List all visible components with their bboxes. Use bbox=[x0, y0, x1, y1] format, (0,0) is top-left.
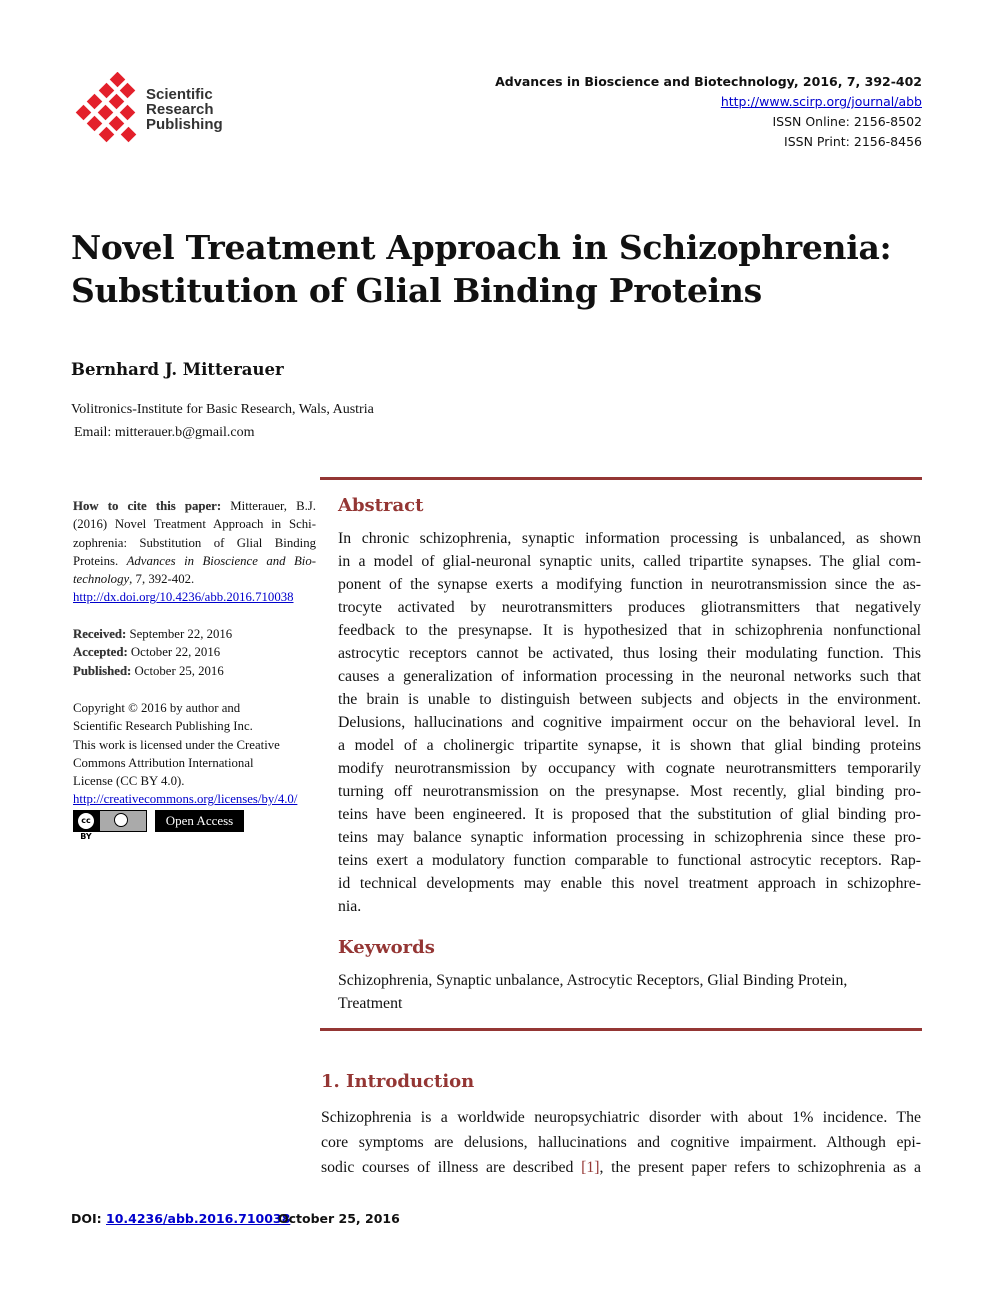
abstract-line: teins may balance synaptic information processing in schizophrenia since these pro- bbox=[338, 829, 921, 846]
open-access-badge[interactable]: Open Access bbox=[155, 810, 244, 832]
abstract-line: astrocytic receptors cannot be activated, thus losing their modulating function. This bbox=[338, 645, 921, 662]
abstract-line: In chronic schizophrenia, synaptic information processing is unbalanced, as shown bbox=[338, 530, 921, 547]
divider bbox=[320, 1028, 922, 1031]
issn-online: ISSN Online: 2156-8502 bbox=[772, 114, 922, 129]
footer-doi: DOI: 10.4236/abb.2016.710038 bbox=[71, 1211, 291, 1226]
abstract-line: teins exert a modulatory function comparable to functional astrocytic receptors. Rap- bbox=[338, 852, 921, 869]
citation-block: How to cite this paper: Mitterauer, B.J. (2016) Novel Treatment Approach in Schi- zophrenia: Substitution of Glial Binding Proteins. Advances in Bioscience and Bio- technology, 7, 392-402. http://dx.doi.org/10.4236/abb.2016.710038 bbox=[73, 499, 316, 605]
keywords-heading: Keywords bbox=[338, 937, 435, 958]
paper-title: Novel Treatment Approach in Schizophrenia: Substitution of Glial Binding Proteins bbox=[71, 228, 892, 310]
abstract-line: turning off neurotransmission on the presynapse. Most recently, glial binding pro- bbox=[338, 783, 921, 800]
abstract-line: Delusions, hallucinations and cognitive impairment occur on the behavioral level. In bbox=[338, 714, 921, 731]
journal-citation: Advances in Bioscience and Biotechnology, 2016, 7, 392-402 bbox=[495, 74, 922, 89]
abstract-line: causes a generalization of information processing in the neuronal networks such that bbox=[338, 668, 921, 685]
abstract-line: feedback to the presynapse. It is hypothesized that in schizophrenia nonfunctional bbox=[338, 622, 921, 639]
abstract-line: id technical developments may enable this novel treatment approach in schizophre- bbox=[338, 875, 921, 892]
cc-by-badge[interactable] bbox=[73, 810, 147, 841]
abstract-line: teins have been engineered. It is proposed that the substitution of glial binding pro- bbox=[338, 806, 921, 823]
abstract-line: modify neurotransmission by occupancy with cognate neurotransmitters temporarily bbox=[338, 760, 921, 777]
footer-date: October 25, 2016 bbox=[278, 1211, 400, 1226]
abstract-heading: Abstract bbox=[338, 495, 424, 516]
publisher-name: Scientific Research Publishing bbox=[146, 86, 223, 133]
footer-doi-link[interactable]: 10.4236/abb.2016.710038 bbox=[106, 1211, 291, 1226]
divider bbox=[320, 477, 922, 480]
introduction-text: Schizophrenia is a worldwide neuropsychiatric disorder with about 1% incidence. The core symptoms are delusions, hallucinations and cognitive impairment. Although epi- sodic courses of illness are described [1], the present paper refers to schizophrenia as a bbox=[321, 1109, 921, 1176]
abstract-line: ponent of the synapse exerts a modifying function in neurotransmission since the as- bbox=[338, 576, 921, 593]
keywords-text: Schizophrenia, Synaptic unbalance, Astrocytic Receptors, Glial Binding Protein, Treatment bbox=[338, 972, 848, 1012]
journal-url-link[interactable]: http://www.scirp.org/journal/abb bbox=[720, 94, 922, 109]
abstract-line: in a model of glial-neuronal synaptic units, called tripartite synapses. The glial com- bbox=[338, 553, 921, 570]
author-name: Bernhard J. Mitterauer bbox=[71, 360, 284, 379]
introduction-heading: 1. Introduction bbox=[321, 1071, 475, 1092]
issn-print: ISSN Print: 2156-8456 bbox=[784, 134, 922, 149]
abstract-line: nia. bbox=[338, 898, 362, 915]
publisher-logo-icon bbox=[74, 72, 140, 144]
reference-link[interactable]: [1] bbox=[581, 1159, 600, 1176]
license-link[interactable]: http://creativecommons.org/licenses/by/4.0/ bbox=[73, 792, 298, 807]
copyright-block: Copyright © 2016 by author and Scientific Research Publishing Inc. This work is licensed under the Creative Commons Attribution International License (CC BY 4.0). http://creativecommons.org/licenses/by/4.0/ bbox=[73, 701, 298, 807]
cc-icon: cc BY bbox=[78, 813, 94, 829]
dates-block: Received: September 22, 2016 Accepted: October 22, 2016 Published: October 25, 2016 bbox=[73, 627, 233, 678]
abstract-line: a model of a cholinergic tripartite synapse, it is shown that glial binding proteins bbox=[338, 737, 921, 754]
abstract-line: the brain is unable to distinguish between subjects and objects in the environment. bbox=[338, 691, 921, 708]
abstract-line: trocyte activated by neurotransmitters produces gliotransmitters that negatively bbox=[338, 599, 921, 616]
author-email: Email: mitterauer.b@gmail.com bbox=[74, 425, 255, 440]
doi-link[interactable]: http://dx.doi.org/10.4236/abb.2016.710038 bbox=[73, 590, 294, 605]
abstract-text bbox=[338, 527, 921, 918]
affiliation: Volitronics-Institute for Basic Research, Wals, Austria bbox=[71, 402, 374, 417]
attribution-icon bbox=[114, 813, 128, 827]
